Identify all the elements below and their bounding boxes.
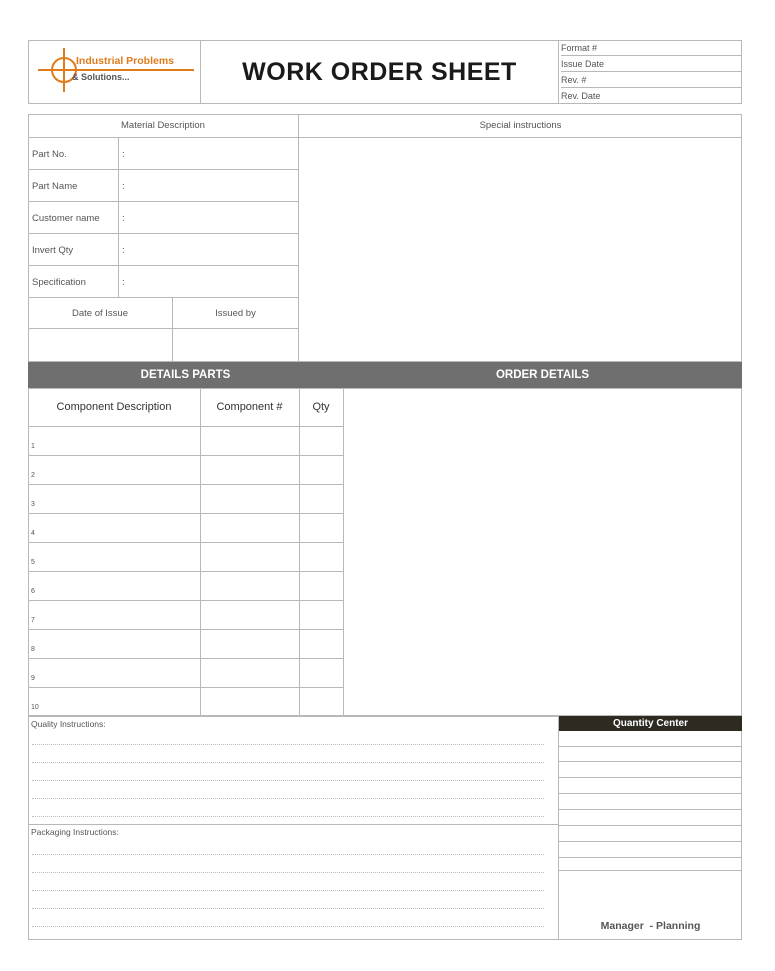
row-number: 9 xyxy=(31,675,35,682)
writing-line xyxy=(32,926,544,927)
quality-instructions-input[interactable] xyxy=(32,734,544,822)
grid-line xyxy=(559,777,742,778)
col-component-description: Component Description xyxy=(56,401,172,413)
quantity-center-grid[interactable] xyxy=(559,731,742,871)
work-order-sheet xyxy=(28,40,742,940)
grid-line xyxy=(559,746,742,747)
table-row[interactable] xyxy=(28,688,344,716)
writing-line xyxy=(32,908,544,909)
col-qty: Qty xyxy=(312,401,330,413)
table-row[interactable] xyxy=(28,572,344,601)
field-label-divider xyxy=(118,266,119,298)
special-instructions-input[interactable] xyxy=(299,139,741,361)
col-component-number: Component # xyxy=(216,401,283,413)
issued-by-label: Issued by xyxy=(215,307,256,319)
details-parts-heading: DETAILS PARTS xyxy=(28,362,343,388)
logo-line-2: & Solutions... xyxy=(72,72,130,82)
meta-rev-date: Rev. Date xyxy=(561,91,601,101)
table-row[interactable] xyxy=(28,485,344,514)
table-row[interactable] xyxy=(28,601,344,630)
material-description-heading: Material Description xyxy=(28,114,298,138)
packaging-instructions-label: Packaging Instructions: xyxy=(31,827,119,837)
row-number: 4 xyxy=(31,530,35,537)
meta-box xyxy=(559,40,742,104)
customer-name-input[interactable]: : xyxy=(122,212,125,224)
order-details-area[interactable] xyxy=(343,388,742,716)
grid-line xyxy=(559,857,742,858)
writing-line xyxy=(32,798,544,799)
grid-line xyxy=(559,841,742,842)
field-label-divider xyxy=(118,202,119,234)
row-number: 5 xyxy=(31,559,35,566)
packaging-instructions-input[interactable] xyxy=(32,842,544,934)
row-number: 1 xyxy=(31,443,35,450)
grid-line xyxy=(559,809,742,810)
writing-line xyxy=(32,854,544,855)
row-number: 7 xyxy=(31,617,35,624)
quality-instructions-label: Quality Instructions: xyxy=(31,719,106,729)
field-label-divider xyxy=(118,234,119,266)
meta-rev-number: Rev. # xyxy=(561,72,741,88)
table-row[interactable] xyxy=(28,514,344,543)
part-no-input[interactable]: : xyxy=(122,148,125,160)
grid-line xyxy=(559,870,742,871)
quantity-center-heading: Quantity Center xyxy=(559,716,742,731)
writing-line xyxy=(32,744,544,745)
manager-planning-signature: Manager - Planning xyxy=(600,920,701,932)
field-label: Part No. xyxy=(32,148,67,160)
table-row[interactable] xyxy=(28,456,344,485)
issued-by-input[interactable] xyxy=(173,329,298,362)
specification-input[interactable]: : xyxy=(122,276,125,288)
field-label: Invert Qty xyxy=(32,244,74,256)
row-number: 2 xyxy=(31,472,35,479)
meta-format: Format # xyxy=(561,40,741,56)
special-instructions-heading: Special instructions xyxy=(299,114,742,138)
grid-line xyxy=(559,825,742,826)
date-of-issue-label: Date of Issue xyxy=(72,307,128,319)
invert-qty-input[interactable]: : xyxy=(122,244,125,256)
material-field-row xyxy=(28,170,298,202)
field-label-divider xyxy=(118,170,119,202)
grid-line xyxy=(559,793,742,794)
logo-line-1: Industrial Problems xyxy=(76,55,175,67)
grid-line xyxy=(559,761,742,762)
row-number: 3 xyxy=(31,501,35,508)
row-number: 10 xyxy=(31,704,39,711)
row-number: 8 xyxy=(31,646,35,653)
company-logo xyxy=(34,46,198,98)
table-row[interactable] xyxy=(28,427,344,456)
field-label-divider xyxy=(118,138,119,170)
field-label: Part Name xyxy=(32,180,78,192)
meta-issue-date: Issue Date xyxy=(561,56,741,72)
writing-line xyxy=(32,872,544,873)
quality-packaging-divider xyxy=(28,824,558,825)
writing-line xyxy=(32,780,544,781)
field-label: Customer name xyxy=(32,212,100,224)
page-title: WORK ORDER SHEET xyxy=(242,57,517,86)
row-number: 6 xyxy=(31,588,35,595)
order-details-heading: ORDER DETAILS xyxy=(343,362,742,388)
part-name-input[interactable]: : xyxy=(122,180,125,192)
writing-line xyxy=(32,762,544,763)
table-row[interactable] xyxy=(28,543,344,572)
date-of-issue-input[interactable] xyxy=(28,329,172,362)
material-field-row xyxy=(28,202,298,234)
table-row[interactable] xyxy=(28,659,344,688)
material-field-row xyxy=(28,138,298,170)
table-row[interactable] xyxy=(28,630,344,659)
material-field-row xyxy=(28,234,298,266)
material-field-row xyxy=(28,266,298,298)
writing-line xyxy=(32,890,544,891)
writing-line xyxy=(32,816,544,817)
field-label: Specification xyxy=(32,276,86,288)
